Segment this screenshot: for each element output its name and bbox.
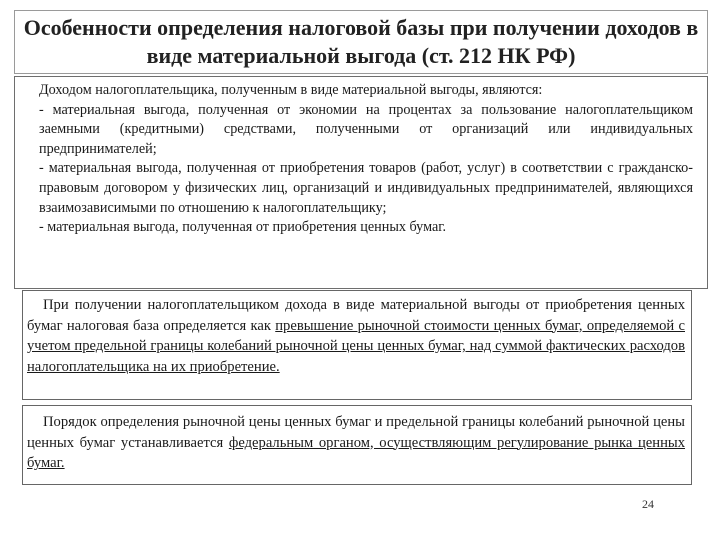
page-number: 24 (642, 497, 654, 511)
market-price-paragraph (27, 412, 685, 474)
title-box (14, 10, 708, 74)
market-price-underlined-text: федеральным органом, осуществляющим регулирование рынка ценных бумаг. (27, 434, 686, 472)
tax-base-underlined-text: превышение рыночной стоимости ценных бумаг, определяемой с учетом предельной границы колебаний рыночной цены ценных бумаг, над суммой фактических расходов налогоплательщика на их приобретение. (27, 317, 685, 375)
intro-text: Доходом налогоплательщика, полученным в виде материальной выгоды, являются: (39, 82, 543, 98)
tax-base-box (22, 290, 692, 400)
market-price-box (22, 405, 692, 485)
market-price-text: Порядок определения рыночной цены ценных бумаг и предельной границы колебаний рыночной цены ценных бумаг устанавливается (27, 414, 685, 451)
list-item: - материальная выгода, полученная от экономии на процентах за пользование налогоплательщиком заемными (кредитными) средствами, полученными от организаций или индивидуальных предпринимателей; (39, 101, 693, 157)
slide-title: Особенности определения налоговой базы при получении доходов в виде материальной выгода (ст. 212 НК РФ) (23, 15, 699, 68)
list-item: - материальная выгода, полученная от приобретения товаров (работ, услуг) в соответствии с гражданско-правовым договором у физических лиц, организаций и индивидуальных предпринимателей, являющихся взаимозависимыми по отношению к налогоплательщику; (39, 160, 693, 216)
tax-base-paragraph (27, 295, 685, 377)
list-item: - материальная выгода, полученная от приобретения ценных бумаг. (39, 219, 447, 236)
tax-base-text: При получении налогоплательщиком дохода в виде материальной выгоды от приобретения ценных бумаг налоговая база определяется как (27, 297, 685, 334)
definition-box (14, 76, 708, 289)
